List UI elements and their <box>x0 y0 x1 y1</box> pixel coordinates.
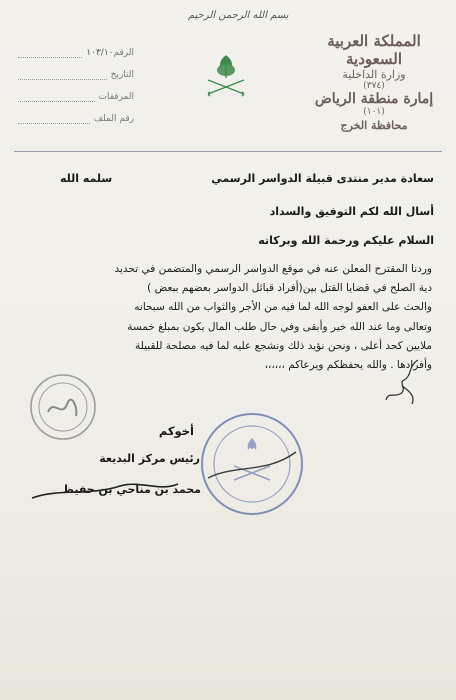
ministry-name: وزارة الداخلية <box>342 68 406 81</box>
number-label: الرقم <box>113 48 134 58</box>
saudi-emblem-icon <box>200 50 252 102</box>
prayer-line: أسال الله لكم التوفيق والسداد <box>269 205 434 218</box>
date-label: التاريخ <box>110 70 134 80</box>
body-line: والحث على العفو لوجه الله لما فيه من الأجر والثواب من الله سبحانه <box>134 301 432 314</box>
addressee-line: سعادة مدير منتدى قبيلة الدواسر الرسمي <box>211 172 434 185</box>
signatory-name: محمد بن مناحي بن حفيظ <box>62 483 201 496</box>
governorate-name: محافظة الخرج <box>340 119 408 132</box>
kingdom-name: المملكة العربية السعودية <box>327 32 421 68</box>
body-line: ملايين كحد أعلى ، ونحن نؤيد ذلك ونشجع عليه لما فيه مصلحة للقبيلة <box>135 339 432 352</box>
header-divider <box>14 151 442 152</box>
reference-fields <box>14 42 134 130</box>
signatory-title: رئيس مركز البديعة <box>99 452 200 465</box>
body-line: وردنا المقترح المعلن عنه في موقع الدواسر الرسمي والمتضمن في تحديد <box>114 263 432 275</box>
basmala: بسم الله الرحمن الرحيم <box>188 10 289 21</box>
number-value: ١٠٣/١٠ <box>86 48 114 58</box>
letter-body <box>12 260 432 375</box>
margin-signature-icon <box>378 356 424 408</box>
letterhead-block <box>304 32 444 132</box>
tribe-seal-icon <box>28 372 98 442</box>
emirate-name: إمارة منطقة الرياض <box>314 91 434 107</box>
addressee-greeting: سلمه الله <box>60 172 113 185</box>
attachments-field <box>14 86 134 108</box>
file-number-label: رقم الملف <box>93 114 134 124</box>
attachments-label: المرفقات <box>98 92 134 102</box>
greeting-line: السلام عليكم ورحمة الله وبركاته <box>258 234 434 247</box>
emirate-code: (١٠١) <box>363 107 385 117</box>
closing-line: أخوكم <box>158 424 194 438</box>
body-line: وأفرادها . والله يحفظكم ويرعاكم ،،،،،، <box>264 359 432 372</box>
body-line: دية الصلح في قضايا القتل بين(أفراد قبائل الدواسر بعضهم ببعض ) <box>147 282 432 295</box>
body-line: وتعالى وما عند الله خير وأبقى وفي حال طلب المال يكون بمبلغ خمسة <box>127 320 432 333</box>
ministry-code: (٣٧٤) <box>363 81 385 91</box>
file-number-field <box>14 108 134 130</box>
handwritten-signature-icon <box>30 478 180 508</box>
official-stamp-icon <box>196 408 308 520</box>
number-field <box>14 42 134 64</box>
date-field <box>14 64 134 86</box>
